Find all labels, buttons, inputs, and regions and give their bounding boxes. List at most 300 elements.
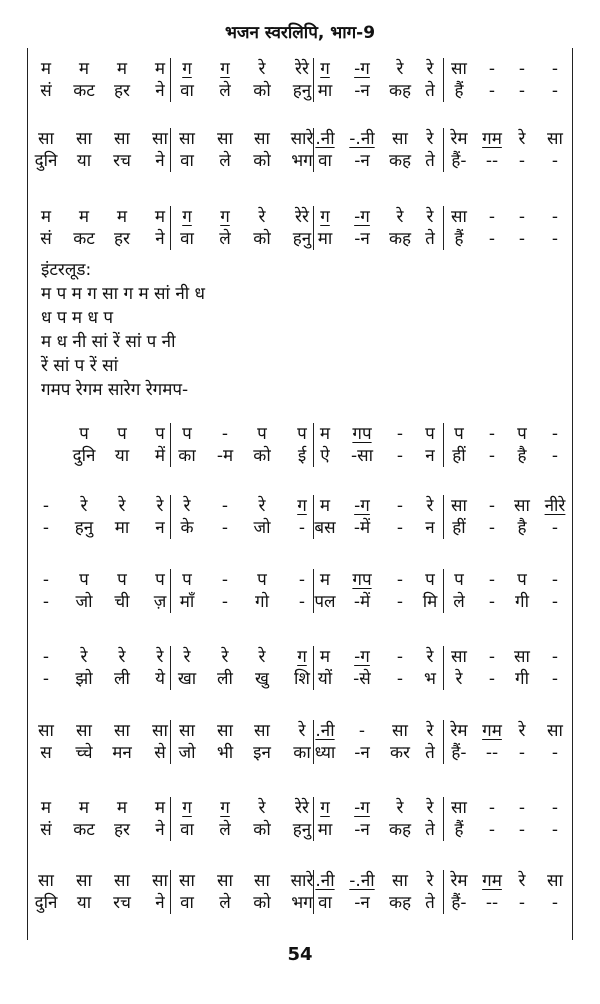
lyric-cell: को <box>253 446 271 466</box>
note-cell: रेम <box>450 721 468 741</box>
lyric-cell: -में <box>353 592 371 612</box>
note-cell: ग <box>182 798 192 818</box>
lyric-cell: भग <box>291 151 313 171</box>
note-cell: म <box>154 798 166 818</box>
note-cell: गम <box>482 721 502 741</box>
note-cell: सा <box>76 871 92 891</box>
note-cell: सा <box>179 129 195 149</box>
lyric-cell: - <box>488 81 496 101</box>
note-cell: रे <box>258 798 266 818</box>
lyric-cell: जो <box>253 518 271 538</box>
lyric-cell: हैं- <box>451 893 467 913</box>
notation-block <box>0 720 600 764</box>
note-cell: सा <box>114 129 130 149</box>
note-cell: म <box>154 59 166 79</box>
lyric-cell: गी <box>515 669 529 689</box>
note-cell: सा <box>76 721 92 741</box>
note-cell: सा <box>451 207 467 227</box>
lyric-cell: इन <box>253 743 271 763</box>
lyric-cell: न <box>425 518 435 538</box>
lyric-cell: कह <box>388 893 412 913</box>
note-cell: रे <box>396 207 404 227</box>
note-cell: सा <box>76 129 92 149</box>
lyric-cell: कट <box>73 229 95 249</box>
note-cell: म <box>319 424 331 444</box>
lyric-cell: हनु <box>292 229 312 249</box>
note-cell: रे <box>426 207 434 227</box>
note-cell: म <box>116 207 128 227</box>
lyrics-row <box>0 445 600 467</box>
lyric-cell: को <box>253 151 271 171</box>
note-cell: - <box>488 496 496 516</box>
lyric-cell: -म <box>216 446 234 466</box>
note-cell: सा <box>514 496 530 516</box>
note-cell: सा <box>152 871 168 891</box>
lyric-cell: हैं- <box>451 743 467 763</box>
lyric-cell: मन <box>112 743 132 763</box>
lyric-cell: का <box>293 743 311 763</box>
note-cell: सा <box>547 129 563 149</box>
note-cell: रे <box>396 59 404 79</box>
note-cell: ग <box>320 207 330 227</box>
lyric-cell: - <box>518 820 526 840</box>
lyric-cell: या <box>76 893 92 913</box>
note-cell: म <box>319 570 331 590</box>
lyric-cell: ने <box>155 81 165 101</box>
notes-row <box>0 495 600 517</box>
note-cell: - <box>518 207 526 227</box>
note-cell: सा <box>217 871 233 891</box>
interlude-line: ध प म ध प <box>41 308 114 328</box>
note-cell: रेरे <box>295 207 309 227</box>
note-cell: म <box>78 798 90 818</box>
lyric-cell: - <box>551 592 559 612</box>
lyric-cell: - <box>551 820 559 840</box>
lyric-cell: यों <box>317 669 333 689</box>
note-cell: - <box>488 570 496 590</box>
note-cell: रे <box>156 496 164 516</box>
lyric-cell: ऐ <box>320 446 330 466</box>
note-cell: - <box>221 424 229 444</box>
lyrics-row <box>0 228 600 250</box>
lyric-cell: न <box>425 446 435 466</box>
note-cell: सा <box>451 798 467 818</box>
lyric-cell: रच <box>113 893 131 913</box>
lyric-cell: ये <box>155 669 165 689</box>
lyric-cell: स <box>40 743 52 763</box>
note-cell: सा <box>451 59 467 79</box>
note-cell: सा <box>179 721 195 741</box>
lyric-cell: - <box>551 669 559 689</box>
note-cell: - <box>396 496 404 516</box>
note-cell: गप <box>352 424 372 444</box>
lyric-cell: सं <box>40 229 52 249</box>
notation-block <box>0 495 600 539</box>
note-cell: सा <box>392 721 408 741</box>
note-cell: प <box>454 570 464 590</box>
lyric-cell: - <box>42 518 50 538</box>
note-cell: रे <box>221 647 229 667</box>
lyric-cell: दुनि <box>72 446 96 466</box>
note-cell: - <box>396 570 404 590</box>
lyric-cell: - <box>518 743 526 763</box>
note-cell: - <box>488 647 496 667</box>
lyric-cell: वा <box>180 81 194 101</box>
lyric-cell: - <box>488 446 496 466</box>
note-cell: प <box>117 424 127 444</box>
lyric-cell: - <box>298 518 306 538</box>
lyric-cell: - <box>396 669 404 689</box>
note-cell: म <box>78 207 90 227</box>
lyrics-row <box>0 892 600 914</box>
note-cell: सा <box>254 721 270 741</box>
interlude-line: म प म ग सा ग म सां नी ध <box>41 284 206 304</box>
notation-block <box>0 423 600 467</box>
lyric-cell: ची <box>114 592 130 612</box>
note-cell: प <box>155 570 165 590</box>
lyric-cell: का <box>178 446 196 466</box>
note-cell: .नी <box>315 871 335 891</box>
lyrics-row <box>0 819 600 841</box>
lyric-cell: माँ <box>179 592 195 612</box>
lyric-cell: हीं <box>452 518 466 538</box>
note-cell: सारे <box>290 129 314 149</box>
lyric-cell: या <box>114 446 130 466</box>
lyric-cell: - <box>551 743 559 763</box>
note-cell: - <box>488 207 496 227</box>
lyric-cell: -में <box>353 518 371 538</box>
notes-row <box>0 720 600 742</box>
note-cell: - <box>488 798 496 818</box>
lyric-cell: ते <box>425 151 435 171</box>
note-cell: सा <box>38 129 54 149</box>
note-cell: सा <box>217 721 233 741</box>
lyric-cell: - <box>298 592 306 612</box>
lyric-cell: हैं- <box>451 151 467 171</box>
lyric-cell: - <box>488 229 496 249</box>
note-cell: प <box>297 424 307 444</box>
lyric-cell: दुनि <box>34 151 58 171</box>
note-cell: रे <box>258 59 266 79</box>
note-cell: रे <box>298 721 306 741</box>
lyric-cell: भग <box>291 893 313 913</box>
lyric-cell: ली <box>114 669 130 689</box>
note-cell: रे <box>426 59 434 79</box>
lyric-cell: ज़ <box>153 592 167 612</box>
lyric-cell: जो <box>75 592 93 612</box>
notation-block <box>0 870 600 914</box>
note-cell: -.नी <box>349 871 375 891</box>
note-cell: - <box>518 59 526 79</box>
note-cell: रेम <box>450 871 468 891</box>
note-cell: - <box>551 798 559 818</box>
lyric-cell: ने <box>155 151 165 171</box>
lyric-cell: मा <box>317 820 333 840</box>
lyric-cell: कह <box>388 81 412 101</box>
note-cell: रे <box>518 129 526 149</box>
lyric-cell: -न <box>354 893 370 913</box>
note-cell: रे <box>426 721 434 741</box>
lyric-cell: ते <box>425 81 435 101</box>
lyric-cell: ली <box>217 669 233 689</box>
lyric-cell: हैं <box>454 81 464 101</box>
lyric-cell: ई <box>297 446 307 466</box>
note-cell: .नी <box>315 721 335 741</box>
note-cell: - <box>221 496 229 516</box>
lyric-cell: वा <box>180 820 194 840</box>
lyric-cell: न <box>155 518 165 538</box>
note-cell: रे <box>426 871 434 891</box>
lyric-cell: मि <box>422 592 438 612</box>
lyric-cell: दुनि <box>34 893 58 913</box>
interlude-line: गमप रेगम सारेग रेगमप- <box>41 380 189 400</box>
lyrics-row <box>0 742 600 764</box>
note-cell: ग <box>182 207 192 227</box>
lyric-cell: - <box>42 592 50 612</box>
note-cell: रेम <box>450 129 468 149</box>
note-cell: रे <box>118 496 126 516</box>
lyric-cell: कट <box>73 820 95 840</box>
note-cell: -ग <box>354 59 370 79</box>
note-cell: सारे <box>290 871 314 891</box>
note-cell: - <box>551 647 559 667</box>
lyrics-row <box>0 80 600 102</box>
note-cell: प <box>257 570 267 590</box>
note-cell: - <box>551 424 559 444</box>
lyric-cell: हीं <box>452 446 466 466</box>
note-cell: सा <box>254 871 270 891</box>
lyric-cell: -- <box>485 151 499 171</box>
lyric-cell: हर <box>114 229 130 249</box>
lyric-cell: ते <box>425 893 435 913</box>
lyric-cell: -न <box>354 151 370 171</box>
lyric-cell: - <box>551 518 559 538</box>
lyric-cell: पल <box>314 592 336 612</box>
notes-row <box>0 423 600 445</box>
lyric-cell: को <box>253 81 271 101</box>
lyric-cell: -न <box>354 81 370 101</box>
lyric-cell: हैं <box>454 820 464 840</box>
note-cell: सा <box>392 871 408 891</box>
notes-row <box>0 206 600 228</box>
lyric-cell: -सा <box>350 446 374 466</box>
note-cell: म <box>319 496 331 516</box>
lyric-cell: - <box>488 518 496 538</box>
lyric-cell: ले <box>219 893 231 913</box>
note-cell: सा <box>514 647 530 667</box>
interlude-line: म ध नी सां रें सां प नी <box>41 332 176 352</box>
note-cell: रे <box>80 647 88 667</box>
note-cell: गप <box>352 570 372 590</box>
note-cell: सा <box>179 871 195 891</box>
lyric-cell: को <box>253 820 271 840</box>
note-cell: सा <box>38 871 54 891</box>
note-cell: रे <box>80 496 88 516</box>
notes-row <box>0 569 600 591</box>
lyric-cell: के <box>180 518 194 538</box>
lyric-cell: - <box>551 81 559 101</box>
lyric-cell: कट <box>73 81 95 101</box>
note-cell: म <box>40 59 52 79</box>
lyric-cell: - <box>551 446 559 466</box>
note-cell: रे <box>426 129 434 149</box>
note-cell: रे <box>183 496 191 516</box>
note-cell: - <box>551 59 559 79</box>
note-cell: - <box>396 647 404 667</box>
note-cell: म <box>78 59 90 79</box>
lyric-cell: -न <box>354 820 370 840</box>
note-cell: - <box>298 570 306 590</box>
lyric-cell: ले <box>453 592 465 612</box>
note-cell: रे <box>118 647 126 667</box>
note-cell: रे <box>396 798 404 818</box>
lyric-cell: ने <box>155 820 165 840</box>
note-cell: - <box>488 59 496 79</box>
note-cell: रे <box>426 647 434 667</box>
note-cell: -ग <box>354 207 370 227</box>
notes-row <box>0 128 600 150</box>
note-cell: -ग <box>354 798 370 818</box>
notation-block <box>0 646 600 690</box>
lyric-cell: -न <box>354 229 370 249</box>
lyrics-row <box>0 668 600 690</box>
note-cell: ग <box>182 59 192 79</box>
lyric-cell: -- <box>485 743 499 763</box>
note-cell: प <box>182 424 192 444</box>
note-cell: - <box>518 798 526 818</box>
note-cell: सा <box>547 721 563 741</box>
lyric-cell: हनु <box>292 81 312 101</box>
lyric-cell: ने <box>155 229 165 249</box>
lyric-cell: - <box>488 820 496 840</box>
lyric-cell: भ <box>424 669 436 689</box>
lyric-cell: मा <box>317 229 333 249</box>
note-cell: - <box>358 721 366 741</box>
note-cell: - <box>221 570 229 590</box>
lyric-cell: गी <box>515 592 529 612</box>
lyric-cell: को <box>253 229 271 249</box>
note-cell: रे <box>426 496 434 516</box>
note-cell: - <box>551 207 559 227</box>
lyric-cell: च्चे <box>75 743 93 763</box>
lyric-cell: ले <box>219 151 231 171</box>
lyric-cell: खु <box>255 669 269 689</box>
note-cell: ग <box>220 798 230 818</box>
note-cell: प <box>517 570 527 590</box>
lyric-cell: सं <box>40 820 52 840</box>
lyric-cell: वा <box>318 151 332 171</box>
interlude-label: इंटरलूड: <box>41 260 92 280</box>
note-cell: .नी <box>315 129 335 149</box>
lyric-cell: है <box>517 518 527 538</box>
notation-block <box>0 569 600 613</box>
lyric-cell: से <box>154 743 166 763</box>
note-cell: - <box>551 570 559 590</box>
lyric-cell: भी <box>216 743 234 763</box>
lyric-cell: ते <box>425 229 435 249</box>
note-cell: ग <box>297 496 307 516</box>
note-cell: रे <box>156 647 164 667</box>
lyric-cell: सं <box>40 81 52 101</box>
lyric-cell: - <box>518 229 526 249</box>
note-cell: प <box>79 424 89 444</box>
lyric-cell: हर <box>114 81 130 101</box>
note-cell: ग <box>297 647 307 667</box>
lyric-cell: - <box>488 669 496 689</box>
note-cell: सा <box>114 871 130 891</box>
lyric-cell: गो <box>255 592 269 612</box>
note-cell: रेरे <box>295 59 309 79</box>
note-cell: म <box>40 798 52 818</box>
note-cell: रेरे <box>295 798 309 818</box>
note-cell: सा <box>451 647 467 667</box>
note-cell: प <box>257 424 267 444</box>
lyric-cell: -न <box>354 743 370 763</box>
note-cell: प <box>425 424 435 444</box>
note-cell: सा <box>254 129 270 149</box>
lyric-cell: या <box>76 151 92 171</box>
notation-block <box>0 58 600 102</box>
lyric-cell: - <box>551 893 559 913</box>
lyric-cell: रच <box>113 151 131 171</box>
lyric-cell: - <box>551 151 559 171</box>
interlude-section <box>41 258 205 402</box>
lyric-cell: -- <box>485 893 499 913</box>
interlude-line: रें सां प रें सां <box>41 356 118 376</box>
lyric-cell: - <box>488 592 496 612</box>
lyric-cell: है <box>517 446 527 466</box>
note-cell: -ग <box>354 647 370 667</box>
note-cell: प <box>155 424 165 444</box>
lyric-cell: कर <box>389 743 410 763</box>
lyric-cell: हैं <box>454 229 464 249</box>
lyrics-row <box>0 150 600 172</box>
note-cell: म <box>319 647 331 667</box>
note-cell: म <box>116 798 128 818</box>
note-cell: रे <box>258 647 266 667</box>
lyric-cell: वा <box>318 893 332 913</box>
note-cell: म <box>116 59 128 79</box>
lyric-cell: कह <box>388 229 412 249</box>
note-cell: -ग <box>354 496 370 516</box>
lyric-cell: - <box>518 893 526 913</box>
lyric-cell: - <box>221 592 229 612</box>
note-cell: म <box>40 207 52 227</box>
lyric-cell: ले <box>219 229 231 249</box>
note-cell: ग <box>220 207 230 227</box>
note-cell: - <box>42 496 50 516</box>
note-cell: सा <box>38 721 54 741</box>
note-cell: सा <box>392 129 408 149</box>
lyric-cell: - <box>396 446 404 466</box>
lyric-cell: हर <box>114 820 130 840</box>
lyric-cell: - <box>221 518 229 538</box>
lyric-cell: को <box>253 893 271 913</box>
lyric-cell: शि <box>294 669 310 689</box>
lyric-cell: वा <box>180 229 194 249</box>
notes-row <box>0 870 600 892</box>
note-cell: सा <box>217 129 233 149</box>
note-cell: प <box>425 570 435 590</box>
lyric-cell: हनु <box>74 518 94 538</box>
page-header: भजन स्वरलिपि, भाग-9 <box>224 23 376 43</box>
lyric-cell: - <box>396 592 404 612</box>
note-cell: गम <box>482 129 502 149</box>
notation-block <box>0 206 600 250</box>
notes-row <box>0 797 600 819</box>
lyric-cell: वा <box>180 151 194 171</box>
note-cell: प <box>79 570 89 590</box>
